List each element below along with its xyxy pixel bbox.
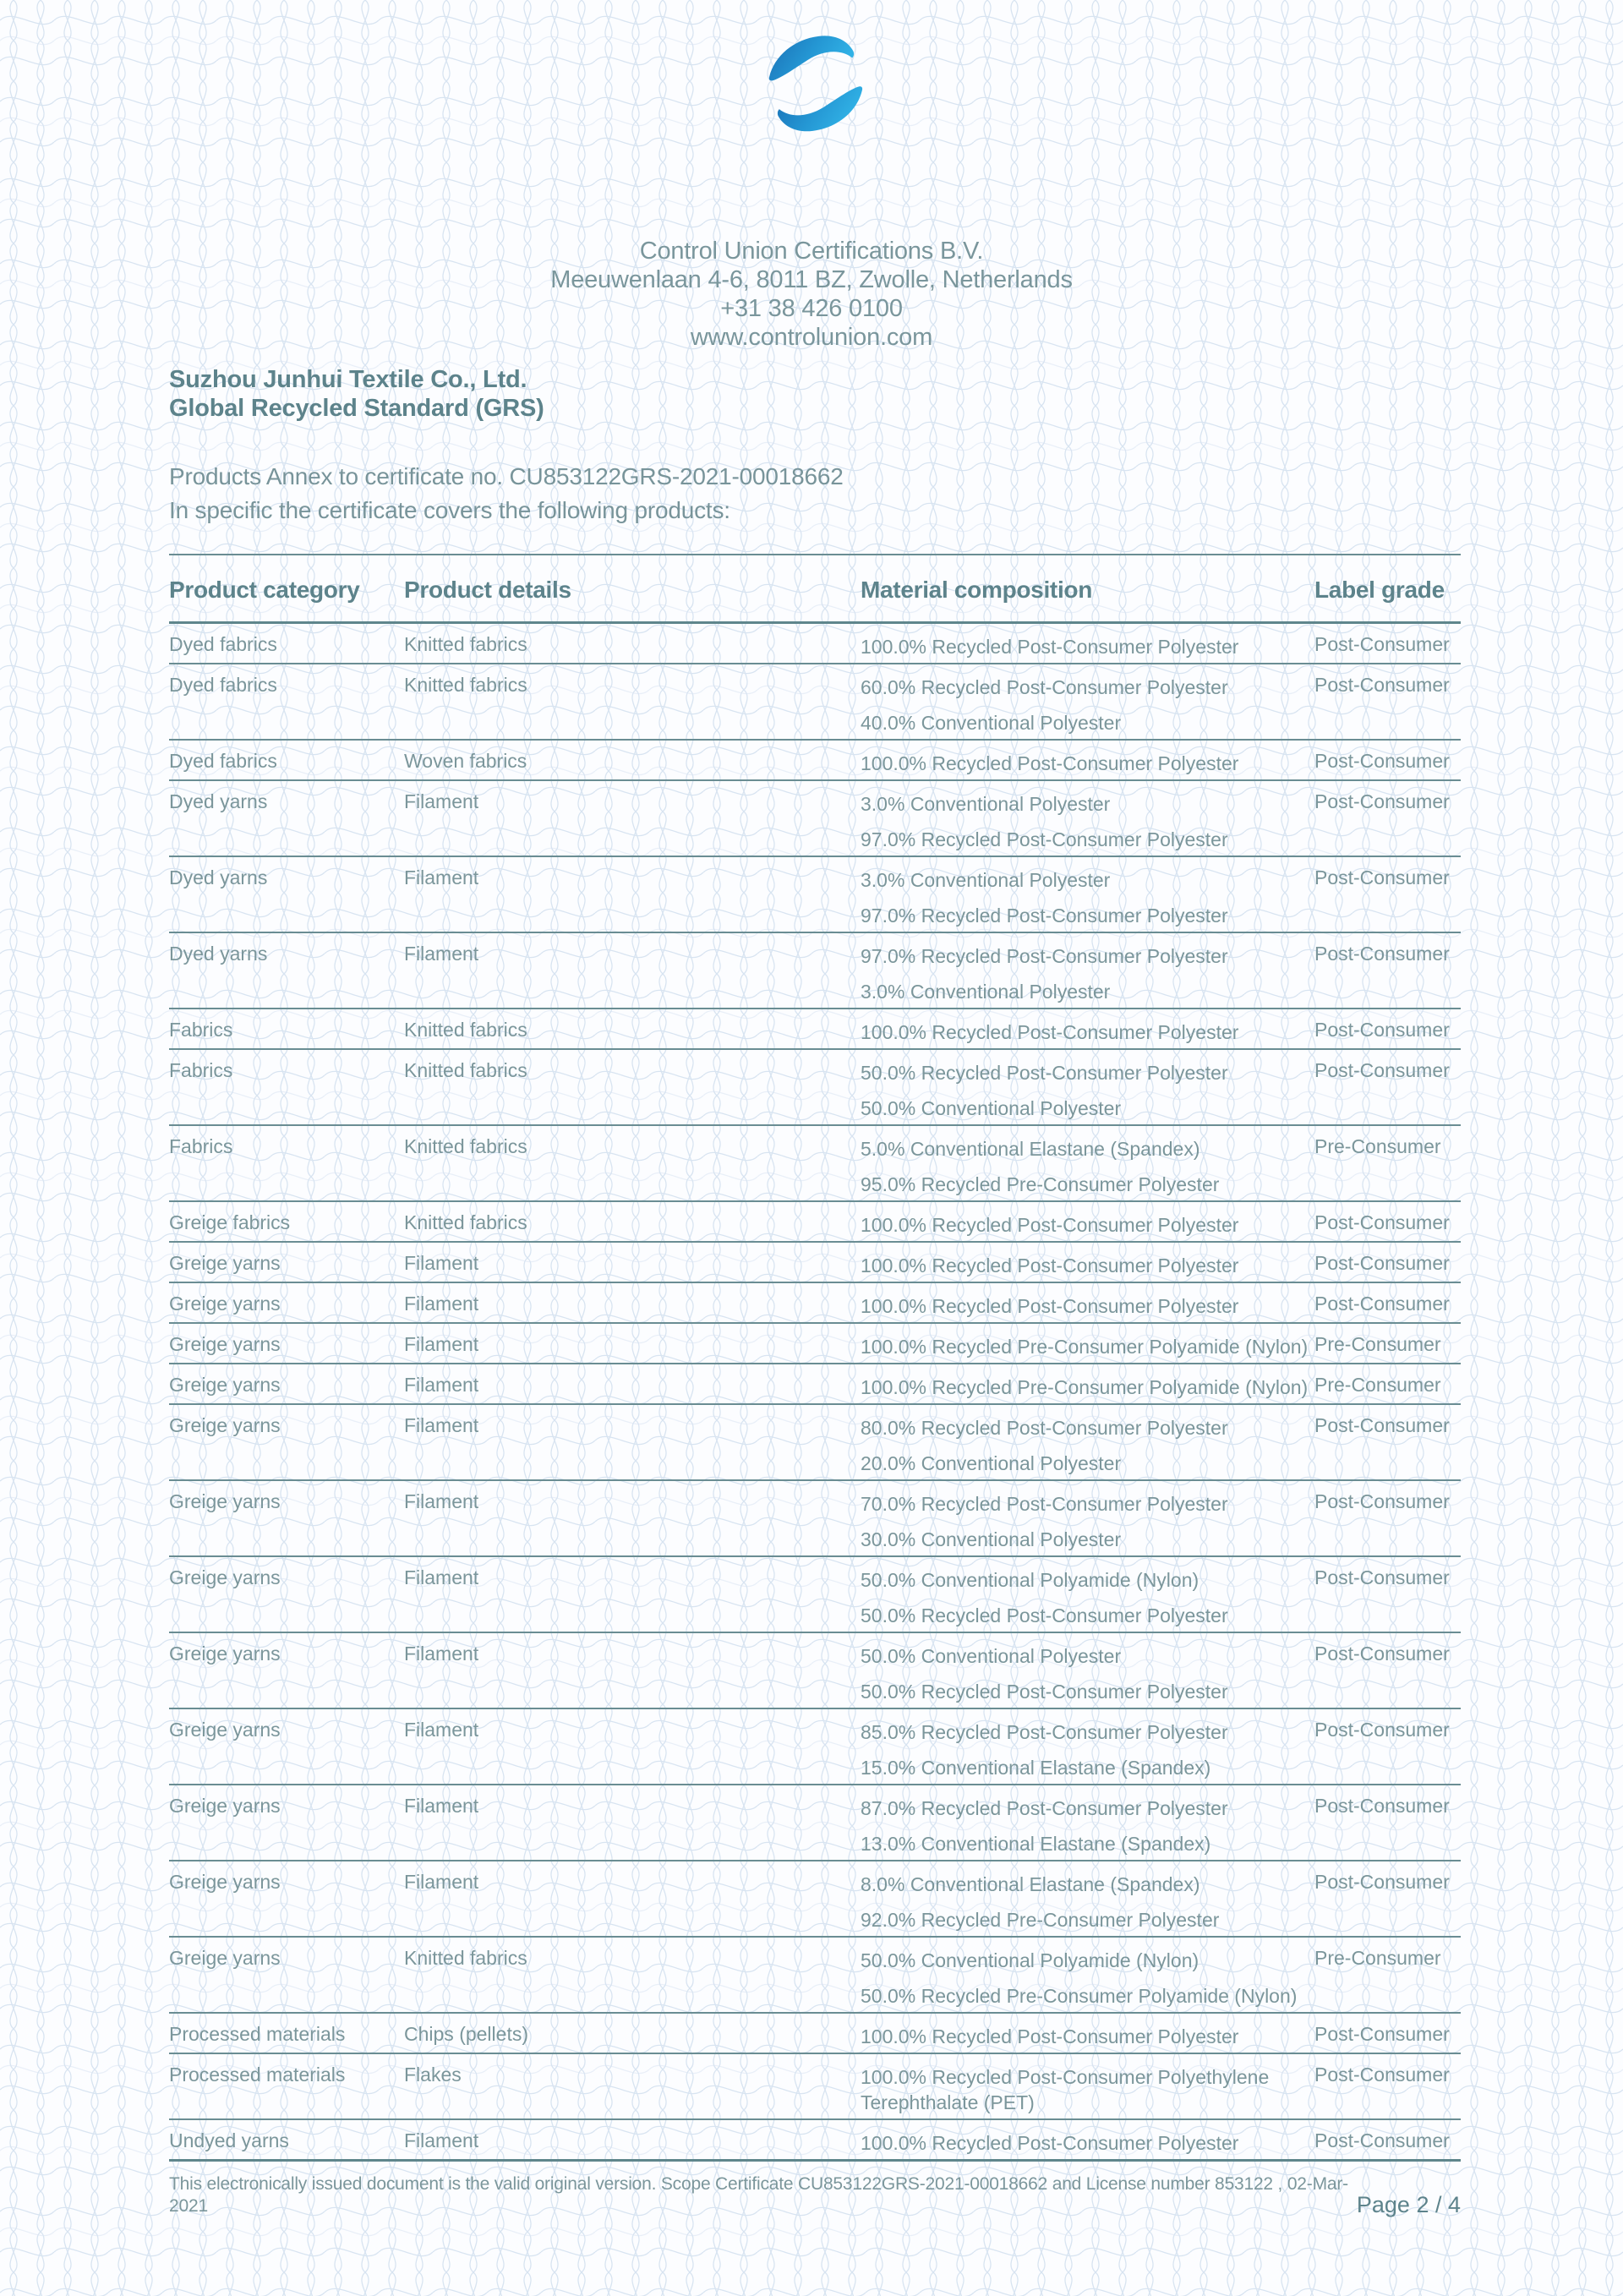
product-details-cell: Filament (404, 943, 479, 965)
material-line: 100.0% Recycled Post-Consumer Polyester (861, 752, 1239, 774)
product-table-header (169, 554, 1461, 624)
label-grade-cell: Pre-Consumer (1314, 1135, 1441, 1157)
product-category-cell: Undyed yarns (169, 2129, 289, 2151)
material-composition-cell (861, 1136, 1314, 1197)
product-table-row (169, 1938, 1461, 2014)
product-category-cell: Greige yarns (169, 1947, 281, 1969)
footer-legal-text: This electronically issued document is the valid original version. Scope Certificate CU853122GRS-2021-00018662 and License number 853122 , 02-Mar-2021 (169, 2174, 1348, 2216)
product-table-row (169, 1126, 1461, 1202)
material-line: 50.0% Conventional Polyamide (Nylon) (861, 1949, 1199, 1971)
material-composition-cell (861, 1948, 1314, 2009)
label-grade-cell: Pre-Consumer (1314, 1333, 1441, 1355)
product-table-row (169, 2054, 1461, 2120)
material-line: 95.0% Recycled Pre-Consumer Polyester (861, 1173, 1220, 1195)
material-line: 97.0% Recycled Post-Consumer Polyester (861, 828, 1228, 850)
product-category-cell: Dyed yarns (169, 790, 268, 812)
product-category-cell: Greige yarns (169, 1795, 281, 1817)
label-grade-cell: Post-Consumer (1314, 1252, 1450, 1274)
material-composition-cell (861, 867, 1314, 928)
product-category-cell: Dyed yarns (169, 866, 268, 888)
material-composition-cell (861, 1643, 1314, 1704)
product-category-cell: Processed materials (169, 2064, 346, 2086)
product-table-row (169, 1785, 1461, 1861)
material-composition-cell (861, 1491, 1314, 1552)
issuer-org-name: Control Union Certifications B.V. (639, 238, 984, 265)
product-category-cell: Dyed yarns (169, 943, 268, 965)
product-table-row (169, 1202, 1461, 1243)
product-category-cell: Greige yarns (169, 1333, 281, 1355)
material-composition-cell (861, 943, 1314, 1004)
company-name: Suzhou Junhui Textile Co., Ltd. (169, 366, 527, 393)
material-line: 50.0% Recycled Post-Consumer Polyester (861, 1604, 1228, 1626)
material-line: 100.0% Recycled Post-Consumer Polyester (861, 1214, 1239, 1236)
material-line: 50.0% Conventional Polyamide (Nylon) (861, 1569, 1199, 1591)
label-grade-cell: Post-Consumer (1314, 2064, 1450, 2086)
product-table-row (169, 857, 1461, 933)
label-grade-cell: Post-Consumer (1314, 750, 1450, 772)
material-composition-cell (861, 751, 1314, 776)
material-composition-cell (861, 791, 1314, 852)
product-table-row (169, 624, 1461, 664)
material-line: 80.0% Recycled Post-Consumer Polyester (861, 1417, 1228, 1439)
material-line: 100.0% Recycled Pre-Consumer Polyamide (Nylon) (861, 1376, 1309, 1398)
product-table-row (169, 1009, 1461, 1050)
standard-name: Global Recycled Standard (GRS) (169, 395, 544, 422)
material-composition-cell (861, 2024, 1314, 2049)
product-category-cell: Greige yarns (169, 1490, 281, 1512)
material-composition-cell (861, 1872, 1314, 1932)
label-grade-cell: Post-Consumer (1314, 1795, 1450, 1817)
material-line: 92.0% Recycled Pre-Consumer Polyester (861, 1909, 1220, 1931)
label-grade-cell: Post-Consumer (1314, 1019, 1450, 1041)
product-details-cell: Filament (404, 790, 479, 812)
product-details-cell: Knitted fabrics (404, 1947, 527, 1969)
product-details-cell: Filament (404, 2129, 479, 2151)
product-category-cell: Greige yarns (169, 1252, 281, 1274)
product-details-cell: Knitted fabrics (404, 1059, 527, 1081)
label-grade-cell: Post-Consumer (1314, 674, 1450, 696)
material-composition-cell (861, 1796, 1314, 1856)
product-table-body (169, 624, 1461, 2162)
product-table-row (169, 1709, 1461, 1785)
column-header-material-composition: Material composition (861, 577, 1093, 603)
material-line: 20.0% Conventional Polyester (861, 1452, 1122, 1474)
logo-lower-swoosh (778, 86, 862, 131)
issuer-contact-block (0, 237, 1623, 352)
product-category-cell: Greige yarns (169, 1414, 281, 1436)
product-category-cell: Dyed fabrics (169, 633, 277, 655)
product-category-cell: Greige yarns (169, 1293, 281, 1315)
material-line: 87.0% Recycled Post-Consumer Polyester (861, 1797, 1228, 1819)
material-line: 97.0% Recycled Post-Consumer Polyester (861, 945, 1228, 967)
material-composition-cell (861, 1212, 1314, 1238)
product-category-cell: Fabrics (169, 1135, 233, 1157)
label-grade-cell: Post-Consumer (1314, 1566, 1450, 1588)
material-line: 100.0% Recycled Post-Consumer Polyethylene Terephthalate (PET) (861, 2066, 1270, 2113)
material-line: 85.0% Recycled Post-Consumer Polyester (861, 1721, 1228, 1743)
product-table-row (169, 664, 1461, 741)
product-details-cell: Knitted fabrics (404, 633, 527, 655)
product-details-cell: Knitted fabrics (404, 1211, 527, 1233)
product-table-row (169, 1481, 1461, 1557)
product-details-cell: Filament (404, 1293, 479, 1315)
product-details-cell: Filament (404, 1871, 479, 1893)
material-composition-cell (861, 1334, 1314, 1359)
footer-page-number: Page 2 / 4 (1356, 2192, 1461, 2217)
material-line: 100.0% Recycled Pre-Consumer Polyamide (Nylon) (861, 1336, 1309, 1358)
material-line: 13.0% Conventional Elastane (Spandex) (861, 1833, 1211, 1855)
product-category-cell: Processed materials (169, 2023, 346, 2045)
product-table-row (169, 1050, 1461, 1126)
label-grade-cell: Post-Consumer (1314, 1719, 1450, 1741)
material-composition-cell (861, 1020, 1314, 1045)
product-table-row (169, 1364, 1461, 1405)
product-category-cell: Greige yarns (169, 1566, 281, 1588)
product-details-cell: Filament (404, 1795, 479, 1817)
issuer-phone: +31 38 426 0100 (720, 295, 903, 322)
annex-intro-block (169, 460, 844, 528)
certified-company-block (169, 365, 544, 423)
product-details-cell: Knitted fabrics (404, 1019, 527, 1041)
control-union-swoosh-logo (757, 25, 875, 144)
material-line: 8.0% Conventional Elastane (Spandex) (861, 1873, 1200, 1895)
material-composition-cell (861, 675, 1314, 735)
annex-title: Products Annex to certificate no. CU853122GRS-2021-00018662 (169, 463, 844, 489)
product-details-cell: Filament (404, 1333, 479, 1355)
material-line: 15.0% Conventional Elastane (Spandex) (861, 1757, 1211, 1779)
label-grade-cell: Pre-Consumer (1314, 1374, 1441, 1396)
product-table-row (169, 741, 1461, 781)
material-line: 100.0% Recycled Post-Consumer Polyester (861, 2025, 1239, 2047)
label-grade-cell: Post-Consumer (1314, 1643, 1450, 1665)
product-details-cell: Filament (404, 1252, 479, 1274)
page-footer (169, 2173, 1461, 2217)
product-table-row (169, 1243, 1461, 1283)
product-category-cell: Greige yarns (169, 1643, 281, 1665)
material-line: 3.0% Conventional Polyester (861, 793, 1111, 815)
material-line: 3.0% Conventional Polyester (861, 981, 1111, 1003)
product-details-cell: Filament (404, 1566, 479, 1588)
material-composition-cell (861, 1253, 1314, 1278)
label-grade-cell: Pre-Consumer (1314, 1947, 1441, 1969)
issuer-address: Meeuwenlaan 4-6, 8011 BZ, Zwolle, Netherlands (550, 266, 1073, 293)
product-table-row (169, 2014, 1461, 2054)
product-category-cell: Greige yarns (169, 1719, 281, 1741)
material-line: 100.0% Recycled Post-Consumer Polyester (861, 2132, 1239, 2154)
material-composition-cell (861, 1415, 1314, 1476)
product-details-cell: Knitted fabrics (404, 1135, 527, 1157)
material-line: 30.0% Conventional Polyester (861, 1528, 1122, 1550)
logo-upper-swoosh (769, 36, 854, 80)
product-table-row (169, 1283, 1461, 1324)
product-details-cell: Filament (404, 1719, 479, 1741)
product-table-row (169, 1861, 1461, 1938)
product-details-cell: Filament (404, 1374, 479, 1396)
material-composition-cell (861, 1375, 1314, 1400)
label-grade-cell: Post-Consumer (1314, 866, 1450, 888)
product-category-cell: Dyed fabrics (169, 674, 277, 696)
material-line: 70.0% Recycled Post-Consumer Polyester (861, 1493, 1228, 1515)
material-composition-cell (861, 2130, 1314, 2156)
column-header-product-category: Product category (169, 577, 360, 603)
product-category-cell: Greige yarns (169, 1374, 281, 1396)
material-line: 50.0% Recycled Post-Consumer Polyester (861, 1681, 1228, 1703)
material-composition-cell (861, 634, 1314, 659)
product-table-row (169, 2120, 1461, 2162)
product-table-row (169, 781, 1461, 857)
product-details-cell: Woven fabrics (404, 750, 527, 772)
column-header-product-details: Product details (404, 577, 571, 603)
product-category-cell: Greige yarns (169, 1871, 281, 1893)
product-category-cell: Dyed fabrics (169, 750, 277, 772)
material-line: 50.0% Recycled Post-Consumer Polyester (861, 1062, 1228, 1084)
material-line: 100.0% Recycled Post-Consumer Polyester (861, 1295, 1239, 1317)
label-grade-cell: Post-Consumer (1314, 2129, 1450, 2151)
column-header-label-grade: Label grade (1314, 577, 1445, 603)
label-grade-cell: Post-Consumer (1314, 1490, 1450, 1512)
issuer-website: www.controlunion.com (690, 324, 933, 351)
material-composition-cell (861, 1719, 1314, 1780)
label-grade-cell: Post-Consumer (1314, 1293, 1450, 1315)
material-line: 50.0% Conventional Polyester (861, 1097, 1122, 1119)
product-table-row (169, 1405, 1461, 1481)
label-grade-cell: Post-Consumer (1314, 1871, 1450, 1893)
material-line: 100.0% Recycled Post-Consumer Polyester (861, 1021, 1239, 1043)
annex-subtitle: In specific the certificate covers the following products: (169, 497, 730, 523)
material-composition-cell (861, 2064, 1314, 2115)
product-details-cell: Chips (pellets) (404, 2023, 528, 2045)
material-line: 50.0% Conventional Polyester (861, 1645, 1122, 1667)
product-details-cell: Filament (404, 866, 479, 888)
product-table-row (169, 933, 1461, 1009)
product-category-cell: Greige fabrics (169, 1211, 291, 1233)
product-table-row (169, 1557, 1461, 1633)
material-line: 3.0% Conventional Polyester (861, 869, 1111, 891)
material-line: 100.0% Recycled Post-Consumer Polyester (861, 636, 1239, 658)
product-category-cell: Fabrics (169, 1059, 233, 1081)
product-details-cell: Flakes (404, 2064, 462, 2086)
material-line: 5.0% Conventional Elastane (Spandex) (861, 1138, 1200, 1160)
products-annex-body (169, 554, 1461, 2217)
material-composition-cell (861, 1293, 1314, 1319)
label-grade-cell: Post-Consumer (1314, 1059, 1450, 1081)
label-grade-cell: Post-Consumer (1314, 633, 1450, 655)
label-grade-cell: Post-Consumer (1314, 1414, 1450, 1436)
product-details-cell: Filament (404, 1643, 479, 1665)
label-grade-cell: Post-Consumer (1314, 790, 1450, 812)
material-line: 50.0% Recycled Pre-Consumer Polyamide (Nylon) (861, 1985, 1298, 2007)
label-grade-cell: Post-Consumer (1314, 1211, 1450, 1233)
material-line: 40.0% Conventional Polyester (861, 712, 1122, 734)
label-grade-cell: Post-Consumer (1314, 943, 1450, 965)
material-composition-cell (861, 1060, 1314, 1121)
material-line: 100.0% Recycled Post-Consumer Polyester (861, 1255, 1239, 1276)
product-table-row (169, 1633, 1461, 1709)
material-composition-cell (861, 1567, 1314, 1628)
product-category-cell: Fabrics (169, 1019, 233, 1041)
product-details-cell: Knitted fabrics (404, 674, 527, 696)
material-line: 60.0% Recycled Post-Consumer Polyester (861, 676, 1228, 698)
label-grade-cell: Post-Consumer (1314, 2023, 1450, 2045)
product-table-row (169, 1324, 1461, 1364)
product-details-cell: Filament (404, 1490, 479, 1512)
material-line: 97.0% Recycled Post-Consumer Polyester (861, 905, 1228, 927)
product-details-cell: Filament (404, 1414, 479, 1436)
